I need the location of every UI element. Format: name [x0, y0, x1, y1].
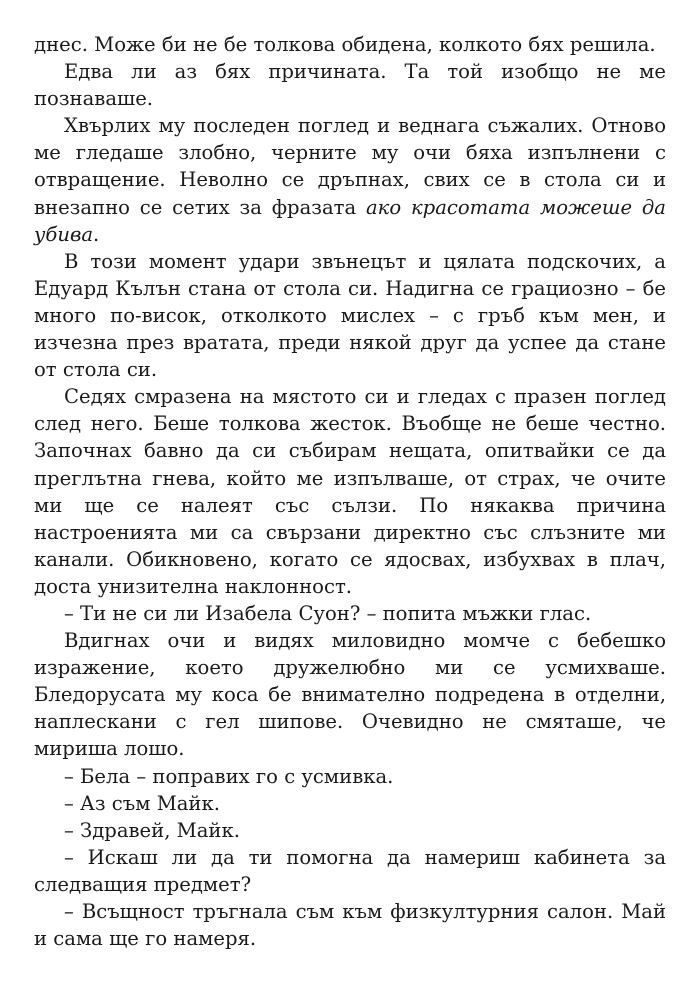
paragraph	[34, 112, 666, 247]
paragraph-text: .	[93, 222, 100, 246]
book-page	[34, 31, 666, 952]
paragraph: В този момент удари звънецът и цялата подскочих, а Едуард Кълън стана от стола си. Надигна се грациозно – бе много по-висок, отколкото мислех – с гръб към мен, и изчезна през вратата, преди някой друг да успее да стане от стола си.	[34, 249, 666, 382]
paragraph: днес. Може би не бе толкова обидена, колкото бях решила.	[34, 33, 656, 56]
dialogue-line: – Здравей, Майк.	[64, 818, 240, 842]
dialogue-line: – Бела – поправих го с усмивка.	[64, 764, 394, 788]
paragraph: Седях смразена на мястото си и гледах с празен поглед след него. Беше толкова жесток. Въобще не беше честно. Започнах бавно да си събирам нещата, опитвайки се да преглътна гнева, който ме изпълваше, от страх, че очите ми ще се налеят със сълзи. По някаква причина настроенията ми са свързани директно със слъзните ми канали. Обикновено, когато се ядосвах, избухвах в плач, доста унизителна наклонност.	[34, 385, 666, 598]
dialogue-line: – Искаш ли да ти помогна да намериш кабинета за следващия предмет?	[34, 845, 666, 896]
dialogue-line: – Аз съм Майк.	[64, 791, 220, 815]
paragraph-text: Хвърлих му последен поглед и веднага съжалих. Отново ме гледаше злобно, черните му очи бяха изпълнени с отвращение. Неволно се дръпнах, свих се в стола си и внезапно се сетих за фразата	[34, 114, 666, 219]
paragraph: Вдигнах очи и видях миловидно момче с бебешко изражение, което дружелюбно ми се усмихваше. Бледорусата му коса бе внимателно подредена в отделни, наплескани с гел шипове. Очевидно не смяташе, че мириша лошо.	[34, 629, 666, 761]
paragraph: Едва ли аз бях причината. Та той изобщо не ме познаваше.	[34, 60, 666, 111]
dialogue-line: – Ти не си ли Изабела Суон? – попита мъжки глас.	[64, 601, 592, 625]
italic-phrase: ако красотата можеше да убива	[34, 195, 666, 246]
dialogue-line: – Всъщност тръгнала съм към физкултурния салон. Май и сама ще го намеря.	[34, 900, 666, 951]
